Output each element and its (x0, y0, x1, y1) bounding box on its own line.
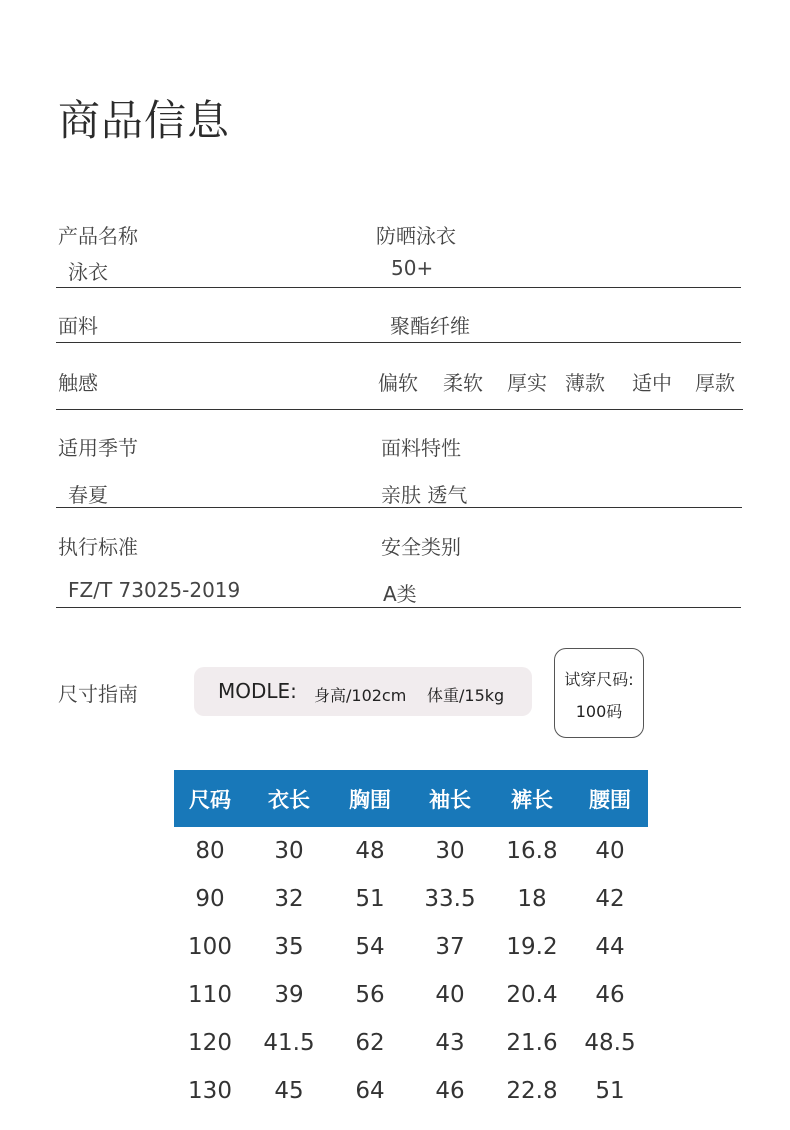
table-cell: 20.4 (506, 982, 558, 1008)
table-cell: 39 (274, 982, 304, 1008)
table-cell: 43 (435, 1030, 465, 1056)
table-cell: 80 (195, 838, 225, 864)
safety-label: 安全类别 (381, 535, 461, 559)
table-cell: 130 (188, 1078, 232, 1104)
product-name-label: 产品名称 (58, 224, 138, 248)
table-cell: 120 (188, 1030, 232, 1056)
table-cell: 40 (595, 838, 625, 864)
table-cell: 33.5 (424, 886, 476, 912)
safety-value: A类 (383, 582, 417, 606)
fabric-value: 聚酯纤维 (390, 314, 470, 338)
size-table (174, 770, 648, 1115)
table-row (174, 923, 648, 971)
table-cell: 54 (355, 934, 385, 960)
table-cell: 51 (355, 886, 385, 912)
feel-option: 适中 (632, 371, 672, 395)
table-cell: 110 (188, 982, 232, 1008)
table-cell: 41.5 (263, 1030, 315, 1056)
divider (56, 287, 741, 288)
season-label: 适用季节 (58, 436, 138, 460)
table-cell: 30 (274, 838, 304, 864)
header-cell: 裤长 (511, 787, 553, 812)
divider (56, 607, 741, 608)
model-weight: 体重/15kg (427, 686, 505, 705)
size-guide-label: 尺寸指南 (58, 682, 138, 706)
table-cell: 22.8 (506, 1078, 558, 1104)
try-size-box (554, 648, 644, 738)
table-cell: 45 (274, 1078, 304, 1104)
table-cell: 40 (435, 982, 465, 1008)
table-cell: 90 (195, 886, 225, 912)
table-cell: 44 (595, 934, 625, 960)
try-size-label: 试穿尺码: (564, 670, 634, 689)
header-cell: 胸围 (349, 787, 391, 812)
table-cell: 21.6 (506, 1030, 558, 1056)
standard-value: FZ/T 73025-2019 (68, 578, 241, 602)
product-type-value: 50+ (391, 256, 434, 280)
product-type-label: 防晒泳衣 (376, 224, 456, 248)
table-cell: 100 (188, 934, 232, 960)
header-cell: 袖长 (429, 787, 471, 812)
table-cell: 46 (435, 1078, 465, 1104)
table-cell: 48.5 (584, 1030, 636, 1056)
table-cell: 32 (274, 886, 304, 912)
standard-label: 执行标准 (58, 535, 138, 559)
divider (56, 409, 743, 410)
table-cell: 48 (355, 838, 385, 864)
page-title: 商品信息 (58, 96, 231, 145)
table-cell: 51 (595, 1078, 625, 1104)
try-size-value: 100码 (575, 702, 623, 721)
table-cell: 42 (595, 886, 625, 912)
table-row (174, 875, 648, 923)
header-cell: 尺码 (189, 787, 231, 812)
feel-option: 厚款 (695, 371, 735, 395)
size-table-header (174, 770, 648, 827)
fabric-feature-value: 亲肤 透气 (381, 483, 468, 507)
header-cell: 衣长 (268, 787, 310, 812)
table-cell: 19.2 (506, 934, 558, 960)
table-row (174, 1067, 648, 1115)
table-cell: 37 (435, 934, 465, 960)
feel-option: 柔软 (443, 371, 483, 395)
season-value: 春夏 (68, 483, 108, 507)
table-cell: 35 (274, 934, 304, 960)
table-cell: 46 (595, 982, 625, 1008)
table-cell: 18 (517, 886, 547, 912)
feel-label: 触感 (58, 371, 98, 395)
model-label: MODLE: (218, 679, 297, 703)
table-cell: 56 (355, 982, 385, 1008)
feel-option: 偏软 (378, 371, 418, 395)
divider (56, 507, 742, 508)
table-cell: 64 (355, 1078, 385, 1104)
feel-option: 薄款 (565, 371, 605, 395)
header-cell: 腰围 (589, 787, 631, 812)
table-row (174, 1019, 648, 1067)
table-row (174, 827, 648, 875)
table-row (174, 971, 648, 1019)
table-cell: 16.8 (506, 838, 558, 864)
feel-option: 厚实 (507, 371, 547, 395)
fabric-label: 面料 (58, 314, 98, 338)
table-cell: 62 (355, 1030, 385, 1056)
divider (56, 342, 741, 343)
product-name-value: 泳衣 (68, 260, 108, 284)
fabric-feature-label: 面料特性 (381, 436, 461, 460)
model-height: 身高/102cm (314, 686, 407, 705)
table-cell: 30 (435, 838, 465, 864)
